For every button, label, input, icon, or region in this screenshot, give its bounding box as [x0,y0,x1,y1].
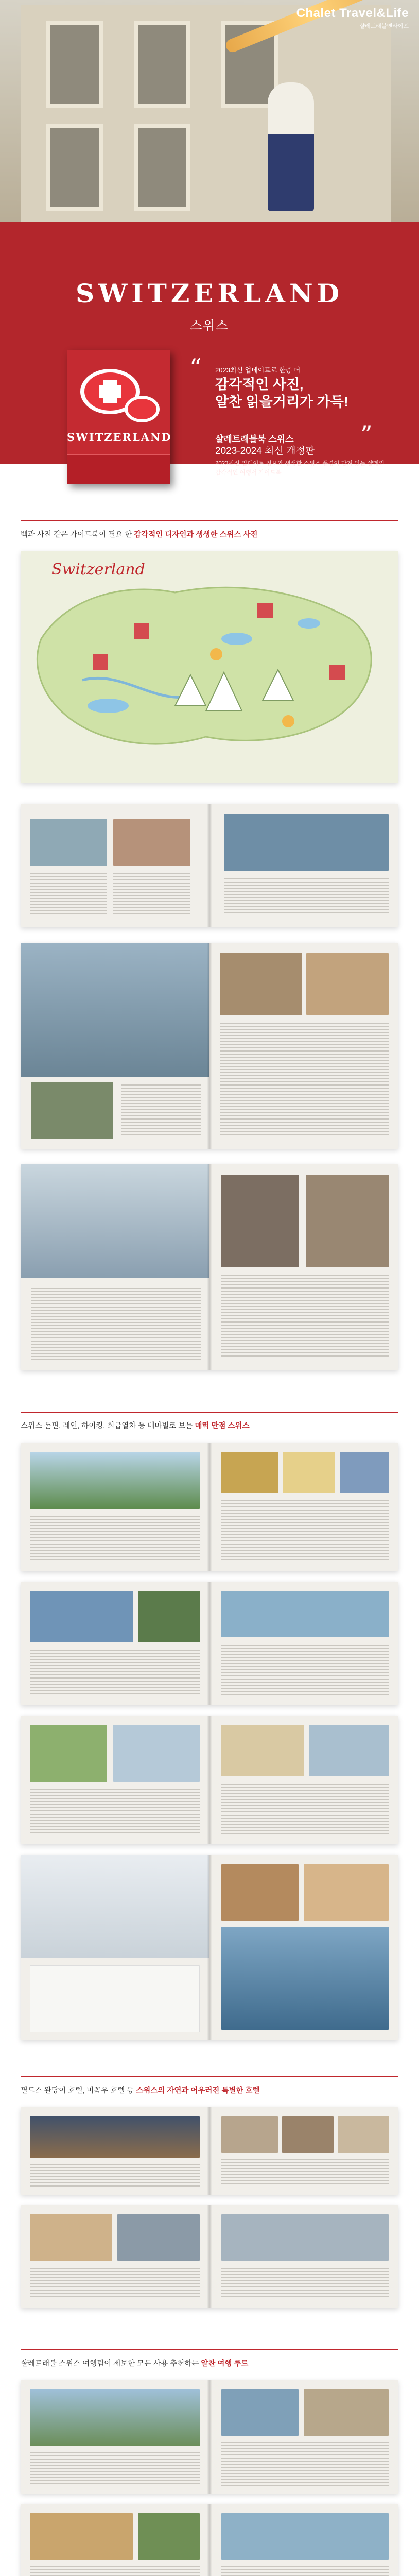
section-title-design: 백과 사전 같은 가이드북이 필요 한 감각적인 디자인과 생생한 스위스 사진 [21,531,258,539]
hero-photo [0,0,419,222]
book-spread [21,1855,398,2040]
illustrated-map-spread [21,551,398,783]
book-spread [21,1164,398,1370]
edition-year: 2023-2024 최신 개정판 [215,446,315,456]
brand-subtitle: 샬레트래블앤라이프 [359,23,409,29]
swiss-map-illustration [21,551,398,783]
book-spread [21,1443,398,1571]
close-quote-mark: ” [360,420,373,448]
section-title-themes: 스위스 돈핀, 레인, 하이킹, 희급열차 등 테마별로 보는 매력 만점 스위스 [21,1422,250,1430]
cover-illustration [74,360,163,428]
book-spread [21,804,398,927]
section-divider [21,2076,398,2077]
title-korean: 스위스 [190,319,229,333]
title-english: SWITZERLAND [75,278,344,309]
brand-name: Chalet Travel&Life [296,6,409,20]
quote-headline: 감각적인 사진, 알찬 읽을거리가 가득! [215,377,348,410]
section-title-routes: 샬레트래블 스위스 여행팀이 제보한 모든 사용 추천하는 알찬 여행 루트 [21,2360,249,2368]
section-title-hotels: 필드스 완당이 호텔, 미꼼우 호텔 등 스위스의 자연과 어우러진 특별한 호텔 [21,2087,260,2095]
map-title: Switzerland [51,561,145,579]
section-divider [21,2349,398,2350]
hero-photo-area [0,0,419,222]
quote-caption: 2023최신 업데이트로 한층 더 [215,366,301,374]
brand-logo [296,6,409,30]
book-spread [21,1716,398,1844]
book-spread [21,2504,398,2576]
section-divider [21,520,398,521]
title-band [0,222,419,464]
book-spread [21,1582,398,1705]
book-cover [67,350,170,484]
cover-title: SWITZERLAND [67,431,172,444]
section-divider [21,1412,398,1413]
hero-description: 2023최신 업데이트 정보와 생생한 스위스 풍경이 담겨 있는 샬레의 감각적인 여행서 가이드북 [215,461,385,476]
edition-label: 샬레트래블북 스위스 [215,434,294,444]
book-spread [21,2380,398,2494]
open-quote-mark: “ [189,353,202,381]
book-spread [21,943,398,1149]
person-figure [268,82,314,211]
book-spread [21,2107,398,2195]
book-spread [21,2205,398,2308]
